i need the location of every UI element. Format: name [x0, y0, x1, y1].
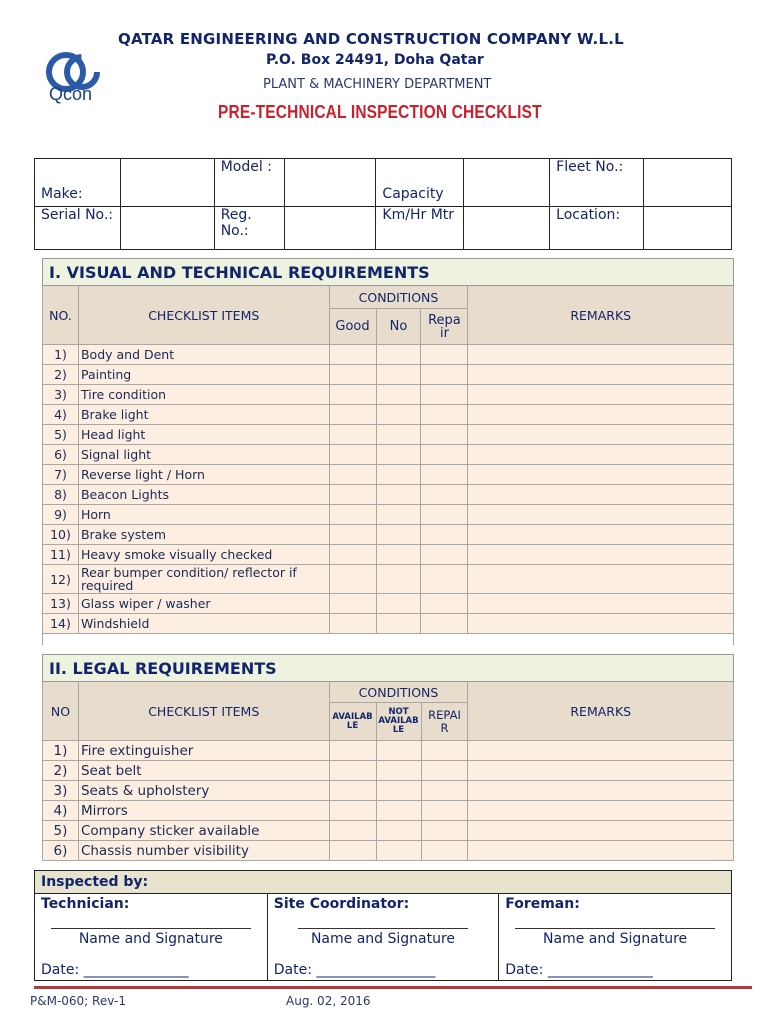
condition-cell-2[interactable] — [376, 565, 421, 594]
items-header-2: CHECKLIST ITEMS — [78, 682, 329, 741]
row-number: 1) — [43, 741, 79, 761]
checklist-item: Tire condition — [78, 385, 329, 405]
table-row — [43, 821, 734, 841]
remarks-cell[interactable] — [468, 465, 734, 485]
reg-field[interactable] — [284, 207, 376, 250]
condition-cell-1[interactable] — [329, 365, 376, 385]
row-number: 8) — [43, 485, 79, 505]
department: PLANT & MACHINERY DEPARTMENT — [263, 77, 492, 92]
checklist-item: Painting — [78, 365, 329, 385]
checklist-item: Glass wiper / washer — [78, 594, 329, 614]
table-row — [43, 545, 734, 565]
row-number: 2) — [43, 761, 79, 781]
row-number: 9) — [43, 505, 79, 525]
technician-label: Technician: — [41, 896, 130, 912]
condition-cell-2[interactable] — [376, 614, 421, 634]
row-number: 1) — [43, 345, 79, 365]
repair-header-2: REPAI R — [421, 703, 468, 741]
condition-cell-1[interactable] — [329, 465, 376, 485]
checklist-item: Body and Dent — [78, 345, 329, 365]
available-header: AVAILAB LE — [329, 703, 376, 741]
condition-cell-1[interactable] — [329, 545, 376, 565]
condition-cell-2[interactable] — [376, 841, 421, 861]
serial-field[interactable] — [120, 207, 214, 250]
row-number: 3) — [43, 781, 79, 801]
condition-cell-3[interactable] — [421, 465, 468, 485]
good-header: Good — [329, 309, 376, 345]
row-number: 4) — [43, 801, 79, 821]
not-available-header: NOT AVAILAB LE — [376, 703, 421, 741]
condition-cell-3[interactable] — [421, 741, 468, 761]
remarks-cell[interactable] — [468, 345, 734, 365]
checklist-item: Company sticker available — [78, 821, 329, 841]
condition-cell-3[interactable] — [421, 565, 468, 594]
condition-cell-1[interactable] — [329, 345, 376, 365]
condition-cell-3[interactable] — [421, 761, 468, 781]
section1-title: I. VISUAL AND TECHNICAL REQUIREMENTS — [43, 259, 734, 286]
remarks-cell[interactable] — [468, 594, 734, 614]
condition-cell-3[interactable] — [421, 485, 468, 505]
no-condition-header: No — [376, 309, 421, 345]
condition-cell-1[interactable] — [329, 505, 376, 525]
condition-cell-3[interactable] — [421, 385, 468, 405]
condition-cell-1[interactable] — [329, 741, 376, 761]
row-number: 11) — [43, 545, 79, 565]
technician-signature-box[interactable] — [35, 894, 268, 981]
condition-cell-3[interactable] — [421, 345, 468, 365]
remarks-cell[interactable] — [468, 841, 734, 861]
remarks-cell[interactable] — [468, 761, 734, 781]
table-row — [43, 485, 734, 505]
items-header: CHECKLIST ITEMS — [78, 286, 329, 345]
condition-cell-2[interactable] — [376, 801, 421, 821]
condition-cell-1[interactable] — [329, 781, 376, 801]
condition-cell-1[interactable] — [329, 445, 376, 465]
repair-header: Repa ir — [421, 309, 468, 345]
condition-cell-1[interactable] — [329, 405, 376, 425]
document-date: Aug. 02, 2016 — [286, 994, 371, 1008]
foreman-date: Date: _______________ — [505, 962, 653, 978]
inspected-by-title: Inspected by: — [35, 871, 732, 894]
checklist-item: Rear bumper condition/ reflector if required — [78, 565, 329, 594]
signature-line — [298, 928, 468, 929]
capacity-label: Capacity — [376, 159, 464, 207]
checklist-item: Seat belt — [78, 761, 329, 781]
table-row — [43, 841, 734, 861]
checklist-item: Beacon Lights — [78, 485, 329, 505]
foreman-label: Foreman: — [505, 896, 580, 912]
checklist-item: Fire extinguisher — [78, 741, 329, 761]
condition-cell-1[interactable] — [329, 565, 376, 594]
checklist-item: Horn — [78, 505, 329, 525]
table-row — [43, 614, 734, 634]
remarks-header: REMARKS — [468, 286, 734, 345]
condition-cell-2[interactable] — [376, 405, 421, 425]
checklist-item: Signal light — [78, 445, 329, 465]
location-label: Location: — [550, 207, 644, 250]
checklist-item: Heavy smoke visually checked — [78, 545, 329, 565]
table-row — [43, 445, 734, 465]
remarks-cell[interactable] — [468, 801, 734, 821]
name-signature-label: Name and Signature — [78, 931, 223, 947]
signature-line — [515, 928, 715, 929]
checklist-item: Seats & upholstery — [78, 781, 329, 801]
condition-cell-1[interactable] — [329, 821, 376, 841]
condition-cell-1[interactable] — [329, 761, 376, 781]
remarks-cell[interactable] — [468, 614, 734, 634]
condition-cell-2[interactable] — [376, 821, 421, 841]
condition-cell-1[interactable] — [329, 425, 376, 445]
condition-cell-2[interactable] — [376, 525, 421, 545]
name-signature-label: Name and Signature — [310, 931, 456, 947]
remarks-cell[interactable] — [468, 425, 734, 445]
remarks-cell[interactable] — [468, 821, 734, 841]
model-field[interactable] — [284, 159, 376, 207]
conditions-header-2: CONDITIONS — [329, 682, 468, 703]
make-label: Make: — [35, 159, 121, 207]
no-header: NO. — [43, 286, 79, 345]
table-row — [43, 761, 734, 781]
table-row — [43, 594, 734, 614]
fleet-field[interactable] — [644, 159, 732, 207]
checklist-item: Brake light — [78, 405, 329, 425]
condition-cell-3[interactable] — [421, 425, 468, 445]
company-name: QATAR ENGINEERING AND CONSTRUCTION COMPANY W.L.L — [118, 30, 624, 48]
document-code: P&M-060; Rev-1 — [30, 994, 126, 1008]
table-row — [43, 781, 734, 801]
condition-cell-2[interactable] — [376, 385, 421, 405]
remarks-cell[interactable] — [468, 525, 734, 545]
remarks-cell[interactable] — [468, 445, 734, 465]
condition-cell-2[interactable] — [376, 485, 421, 505]
condition-cell-2[interactable] — [376, 545, 421, 565]
condition-cell-1[interactable] — [329, 485, 376, 505]
km-field[interactable] — [464, 207, 550, 250]
remarks-cell[interactable] — [468, 365, 734, 385]
table-row — [43, 465, 734, 485]
row-number: 7) — [43, 465, 79, 485]
checklist-item: Mirrors — [78, 801, 329, 821]
name-signature-label: Name and Signature — [543, 931, 688, 947]
table-row — [43, 425, 734, 445]
checklist-item: Head light — [78, 425, 329, 445]
remarks-cell[interactable] — [468, 385, 734, 405]
row-number: 5) — [43, 425, 79, 445]
condition-cell-1[interactable] — [329, 525, 376, 545]
condition-cell-3[interactable] — [421, 545, 468, 565]
condition-cell-1[interactable] — [329, 594, 376, 614]
fleet-label: Fleet No.: — [550, 159, 644, 207]
condition-cell-1[interactable] — [329, 614, 376, 634]
logo-text: Qcon — [49, 84, 93, 104]
condition-cell-3[interactable] — [421, 614, 468, 634]
make-field[interactable] — [120, 159, 214, 207]
row-number: 3) — [43, 385, 79, 405]
no-header-2: NO — [43, 682, 79, 741]
checklist-item: Windshield — [78, 614, 329, 634]
condition-cell-2[interactable] — [376, 445, 421, 465]
conditions-header: CONDITIONS — [329, 286, 468, 309]
condition-cell-3[interactable] — [421, 801, 468, 821]
row-number: 12) — [43, 565, 79, 594]
row-number: 10) — [43, 525, 79, 545]
table-row — [43, 801, 734, 821]
condition-cell-1[interactable] — [329, 801, 376, 821]
condition-cell-1[interactable] — [329, 385, 376, 405]
condition-cell-2[interactable] — [376, 741, 421, 761]
company-address: P.O. Box 24491, Doha Qatar — [266, 52, 484, 68]
checklist-item: Brake system — [78, 525, 329, 545]
remarks-cell[interactable] — [468, 565, 734, 594]
remarks-cell[interactable] — [468, 405, 734, 425]
table-row — [43, 505, 734, 525]
condition-cell-2[interactable] — [376, 465, 421, 485]
section2-title: II. LEGAL REQUIREMENTS — [43, 655, 734, 682]
location-field[interactable] — [644, 207, 732, 250]
row-number: 2) — [43, 365, 79, 385]
remarks-cell[interactable] — [468, 741, 734, 761]
table-row — [43, 525, 734, 545]
foreman-signature-box[interactable] — [499, 894, 732, 981]
row-number: 14) — [43, 614, 79, 634]
inspection-table — [34, 870, 732, 981]
serial-label: Serial No.: — [35, 207, 121, 250]
remarks-cell[interactable] — [468, 781, 734, 801]
condition-cell-2[interactable] — [376, 594, 421, 614]
condition-cell-3[interactable] — [421, 594, 468, 614]
site-coordinator-date: Date: _________________ — [273, 962, 436, 978]
condition-cell-2[interactable] — [376, 505, 421, 525]
table-row — [43, 345, 734, 365]
remarks-cell[interactable] — [468, 545, 734, 565]
condition-cell-3[interactable] — [421, 405, 468, 425]
condition-cell-2[interactable] — [376, 761, 421, 781]
model-label: Model : — [214, 159, 284, 207]
technician-date: Date: _______________ — [41, 962, 189, 978]
capacity-field[interactable] — [464, 159, 550, 207]
condition-cell-3[interactable] — [421, 781, 468, 801]
table-row — [43, 365, 734, 385]
table-row — [43, 741, 734, 761]
table-row — [43, 565, 734, 594]
condition-cell-2[interactable] — [376, 781, 421, 801]
condition-cell-1[interactable] — [329, 841, 376, 861]
site-coordinator-signature-box[interactable] — [267, 894, 498, 981]
condition-cell-3[interactable] — [421, 841, 468, 861]
table-row — [43, 405, 734, 425]
condition-cell-3[interactable] — [421, 505, 468, 525]
vehicle-info-table — [34, 158, 732, 250]
km-label: Km/Hr Mtr — [376, 207, 464, 250]
visual-technical-table — [42, 258, 734, 645]
row-number: 4) — [43, 405, 79, 425]
condition-cell-2[interactable] — [376, 425, 421, 445]
site-coordinator-label: Site Coordinator: — [273, 896, 410, 912]
signature-line — [51, 928, 251, 929]
checklist-item: Reverse light / Horn — [78, 465, 329, 485]
condition-cell-2[interactable] — [376, 365, 421, 385]
checklist-item: Chassis number visibility — [78, 841, 329, 861]
condition-cell-3[interactable] — [421, 821, 468, 841]
remarks-cell[interactable] — [468, 505, 734, 525]
condition-cell-3[interactable] — [421, 365, 468, 385]
document-title: PRE-TECHNICAL INSPECTION CHECKLIST — [218, 102, 542, 122]
condition-cell-2[interactable] — [376, 345, 421, 365]
condition-cell-3[interactable] — [421, 525, 468, 545]
footer-divider — [34, 986, 752, 989]
reg-label: Reg. No.: — [214, 207, 284, 250]
row-number: 5) — [43, 821, 79, 841]
table-row — [43, 385, 734, 405]
legal-requirements-table — [42, 654, 734, 861]
remarks-header-2: REMARKS — [468, 682, 734, 741]
row-number: 13) — [43, 594, 79, 614]
remarks-cell[interactable] — [468, 485, 734, 505]
row-number: 6) — [43, 841, 79, 861]
condition-cell-3[interactable] — [421, 445, 468, 465]
row-number: 6) — [43, 445, 79, 465]
